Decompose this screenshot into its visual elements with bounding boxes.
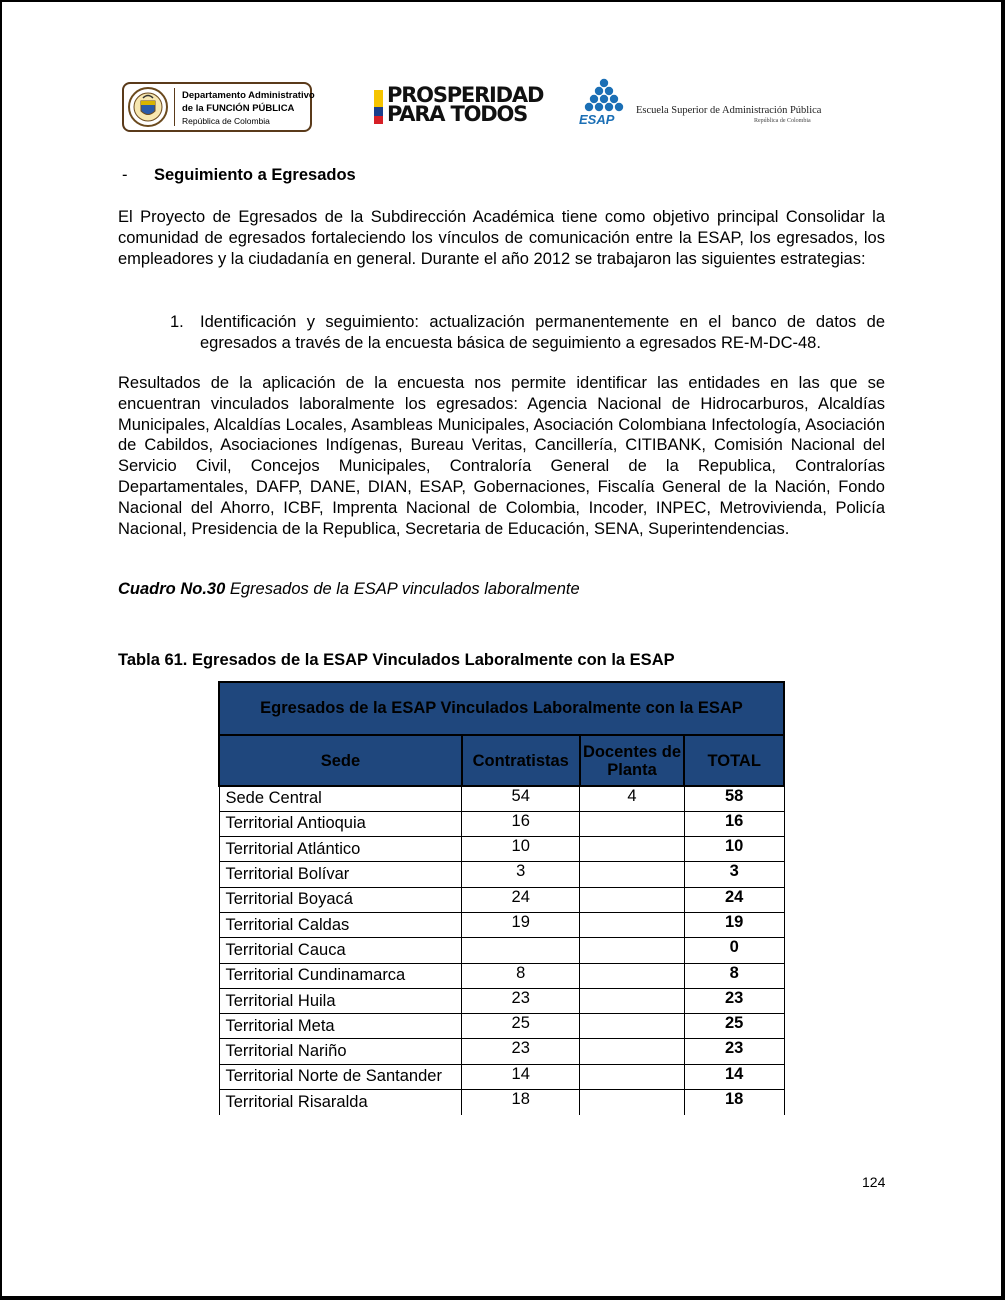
cell-docentes (580, 887, 685, 912)
cell-docentes (580, 837, 685, 862)
colombia-flag-bars-icon (374, 90, 383, 124)
cell-total: 25 (684, 1014, 784, 1039)
cell-total: 14 (684, 1064, 784, 1089)
table-title: Tabla 61. Egresados de la ESAP Vinculados Laboralmente con la ESAP (118, 651, 675, 669)
page-number: 124 (862, 1174, 886, 1190)
graduates-table (218, 681, 785, 1115)
cell-contratistas: 14 (462, 1064, 580, 1089)
funcion-publica-line2: de la FUNCIÓN PÚBLICA (182, 103, 295, 114)
table-row (219, 963, 784, 988)
table-main-header: Egresados de la ESAP Vinculados Laboralmente con la ESAP (219, 682, 784, 735)
table-row (219, 811, 784, 836)
figure-caption (118, 580, 580, 599)
column-header-docentes: Docentes de Planta (580, 735, 685, 786)
cell-total: 18 (684, 1090, 784, 1115)
paragraph-intro: El Proyecto de Egresados de la Subdirección Académica tiene como objetivo principal Consolidar la comunidad de egresados fortaleciendo los vínculos de comunicación entre la ESAP, los egresados, los empleadores y la ciudadanía en general. Durante el año 2012 se trabajaron las siguientes estrategias: (118, 208, 885, 268)
cell-total: 23 (684, 1039, 784, 1064)
cell-contratistas: 23 (462, 1039, 580, 1064)
column-header-total: TOTAL (684, 735, 784, 786)
cell-sede: Territorial Cauca (219, 938, 462, 963)
cell-total: 8 (684, 963, 784, 988)
cell-sede: Territorial Bolívar (219, 862, 462, 887)
cell-total: 24 (684, 887, 784, 912)
prosperidad-line2: PARA TODOS (387, 102, 528, 126)
cell-total: 19 (684, 912, 784, 937)
cell-docentes (580, 811, 685, 836)
list-item-text: Identificación y seguimiento: actualización permanentemente en el banco de datos de egresados a través de la encuesta básica de seguimiento a egresados RE-M-DC-48. (200, 313, 885, 352)
cell-total: 10 (684, 837, 784, 862)
logo-divider (174, 88, 175, 126)
table-row (219, 1064, 784, 1089)
cell-contratistas: 10 (462, 837, 580, 862)
list-item-number: 1. (170, 313, 184, 331)
table-row (219, 862, 784, 887)
cell-docentes (580, 1090, 685, 1115)
cell-contratistas (462, 938, 580, 963)
cell-total: 58 (684, 786, 784, 811)
cell-docentes (580, 862, 685, 887)
caption-text: Egresados de la ESAP vinculados laboralmente (225, 580, 580, 598)
cell-sede: Territorial Meta (219, 1014, 462, 1039)
funcion-publica-logo (122, 82, 315, 132)
cell-contratistas: 16 (462, 811, 580, 836)
table-row (219, 912, 784, 937)
cell-contratistas: 18 (462, 1090, 580, 1115)
cell-sede: Territorial Atlántico (219, 837, 462, 862)
esap-acronym: ESAP (579, 112, 615, 127)
table-row (219, 988, 784, 1013)
cell-total: 23 (684, 988, 784, 1013)
section-heading (122, 166, 356, 185)
cell-sede: Territorial Nariño (219, 1039, 462, 1064)
cell-docentes (580, 912, 685, 937)
cell-docentes: 4 (580, 786, 685, 811)
table-body (219, 786, 784, 1115)
table-row (219, 786, 784, 811)
cell-contratistas: 19 (462, 912, 580, 937)
cell-sede: Territorial Caldas (219, 912, 462, 937)
prosperidad-text (387, 83, 544, 126)
cell-docentes (580, 1064, 685, 1089)
esap-subtitle: República de Colombia (754, 118, 811, 124)
table-row (219, 1014, 784, 1039)
table-row (219, 837, 784, 862)
esap-name: Escuela Superior de Administración Pública (636, 105, 822, 116)
cell-contratistas: 54 (462, 786, 580, 811)
cell-total: 0 (684, 938, 784, 963)
cell-contratistas: 25 (462, 1014, 580, 1039)
esap-dots-icon (578, 78, 634, 128)
column-header-contratistas: Contratistas (462, 735, 580, 786)
table-row (219, 938, 784, 963)
colombia-seal-icon (127, 86, 169, 128)
cell-sede: Territorial Norte de Santander (219, 1064, 462, 1089)
section-heading-text: Seguimiento a Egresados (154, 166, 356, 184)
table-row (219, 887, 784, 912)
cell-contratistas: 8 (462, 963, 580, 988)
paragraph-results: Resultados de la aplicación de la encuesta nos permite identificar las entidades en las que se encuentran vinculados laboralmente los egresados: Agencia Nacional de Hidrocarburos, Alcaldías Municipales, Alcaldías Locales, Asambleas Municipales, Asociación Colombiana Infectología, Asociación de Cabildos, Asociaciones Indígenas, Bureau Veritas, Cancillería, CITIBANK, Comisión Nacional del Servicio Civil, Concejos Municipales, Contraloría General de la Republica, Contralorías Departamentales, DAFP, DANE, DIAN, ESAP, Gobernaciones, Fiscalía General de la Nación, Fondo Nacional del Ahorro, ICBF, Imprenta Nacional de Colombia, Incoder, INPEC, Metrovivienda, Policía Nacional, Presidencia de la Republica, Secretaria de Educación, SENA, Superintendencias. (118, 374, 885, 538)
caption-label: Cuadro No.30 (118, 580, 226, 598)
prosperidad-line1: PROSPERIDAD (387, 83, 544, 107)
cell-contratistas: 3 (462, 862, 580, 887)
cell-sede: Territorial Huila (219, 988, 462, 1013)
cell-total: 3 (684, 862, 784, 887)
funcion-publica-line3: República de Colombia (182, 116, 270, 126)
cell-docentes (580, 988, 685, 1013)
prosperidad-logo (374, 83, 544, 128)
cell-sede: Territorial Risaralda (219, 1090, 462, 1115)
cell-sede: Sede Central (219, 786, 462, 811)
table-row (219, 1090, 784, 1115)
funcion-publica-line1: Departamento Administrativo (182, 90, 315, 101)
table-row (219, 1039, 784, 1064)
cell-contratistas: 23 (462, 988, 580, 1013)
cell-sede: Territorial Antioquia (219, 811, 462, 836)
esap-logo (578, 78, 822, 130)
cell-contratistas: 24 (462, 887, 580, 912)
cell-docentes (580, 963, 685, 988)
cell-total: 16 (684, 811, 784, 836)
strategy-list (170, 312, 885, 354)
cell-docentes (580, 938, 685, 963)
column-header-sede: Sede (219, 735, 462, 786)
cell-docentes (580, 1039, 685, 1064)
cell-sede: Territorial Cundinamarca (219, 963, 462, 988)
bullet-dash: - (122, 166, 128, 184)
cell-sede: Territorial Boyacá (219, 887, 462, 912)
cell-docentes (580, 1014, 685, 1039)
